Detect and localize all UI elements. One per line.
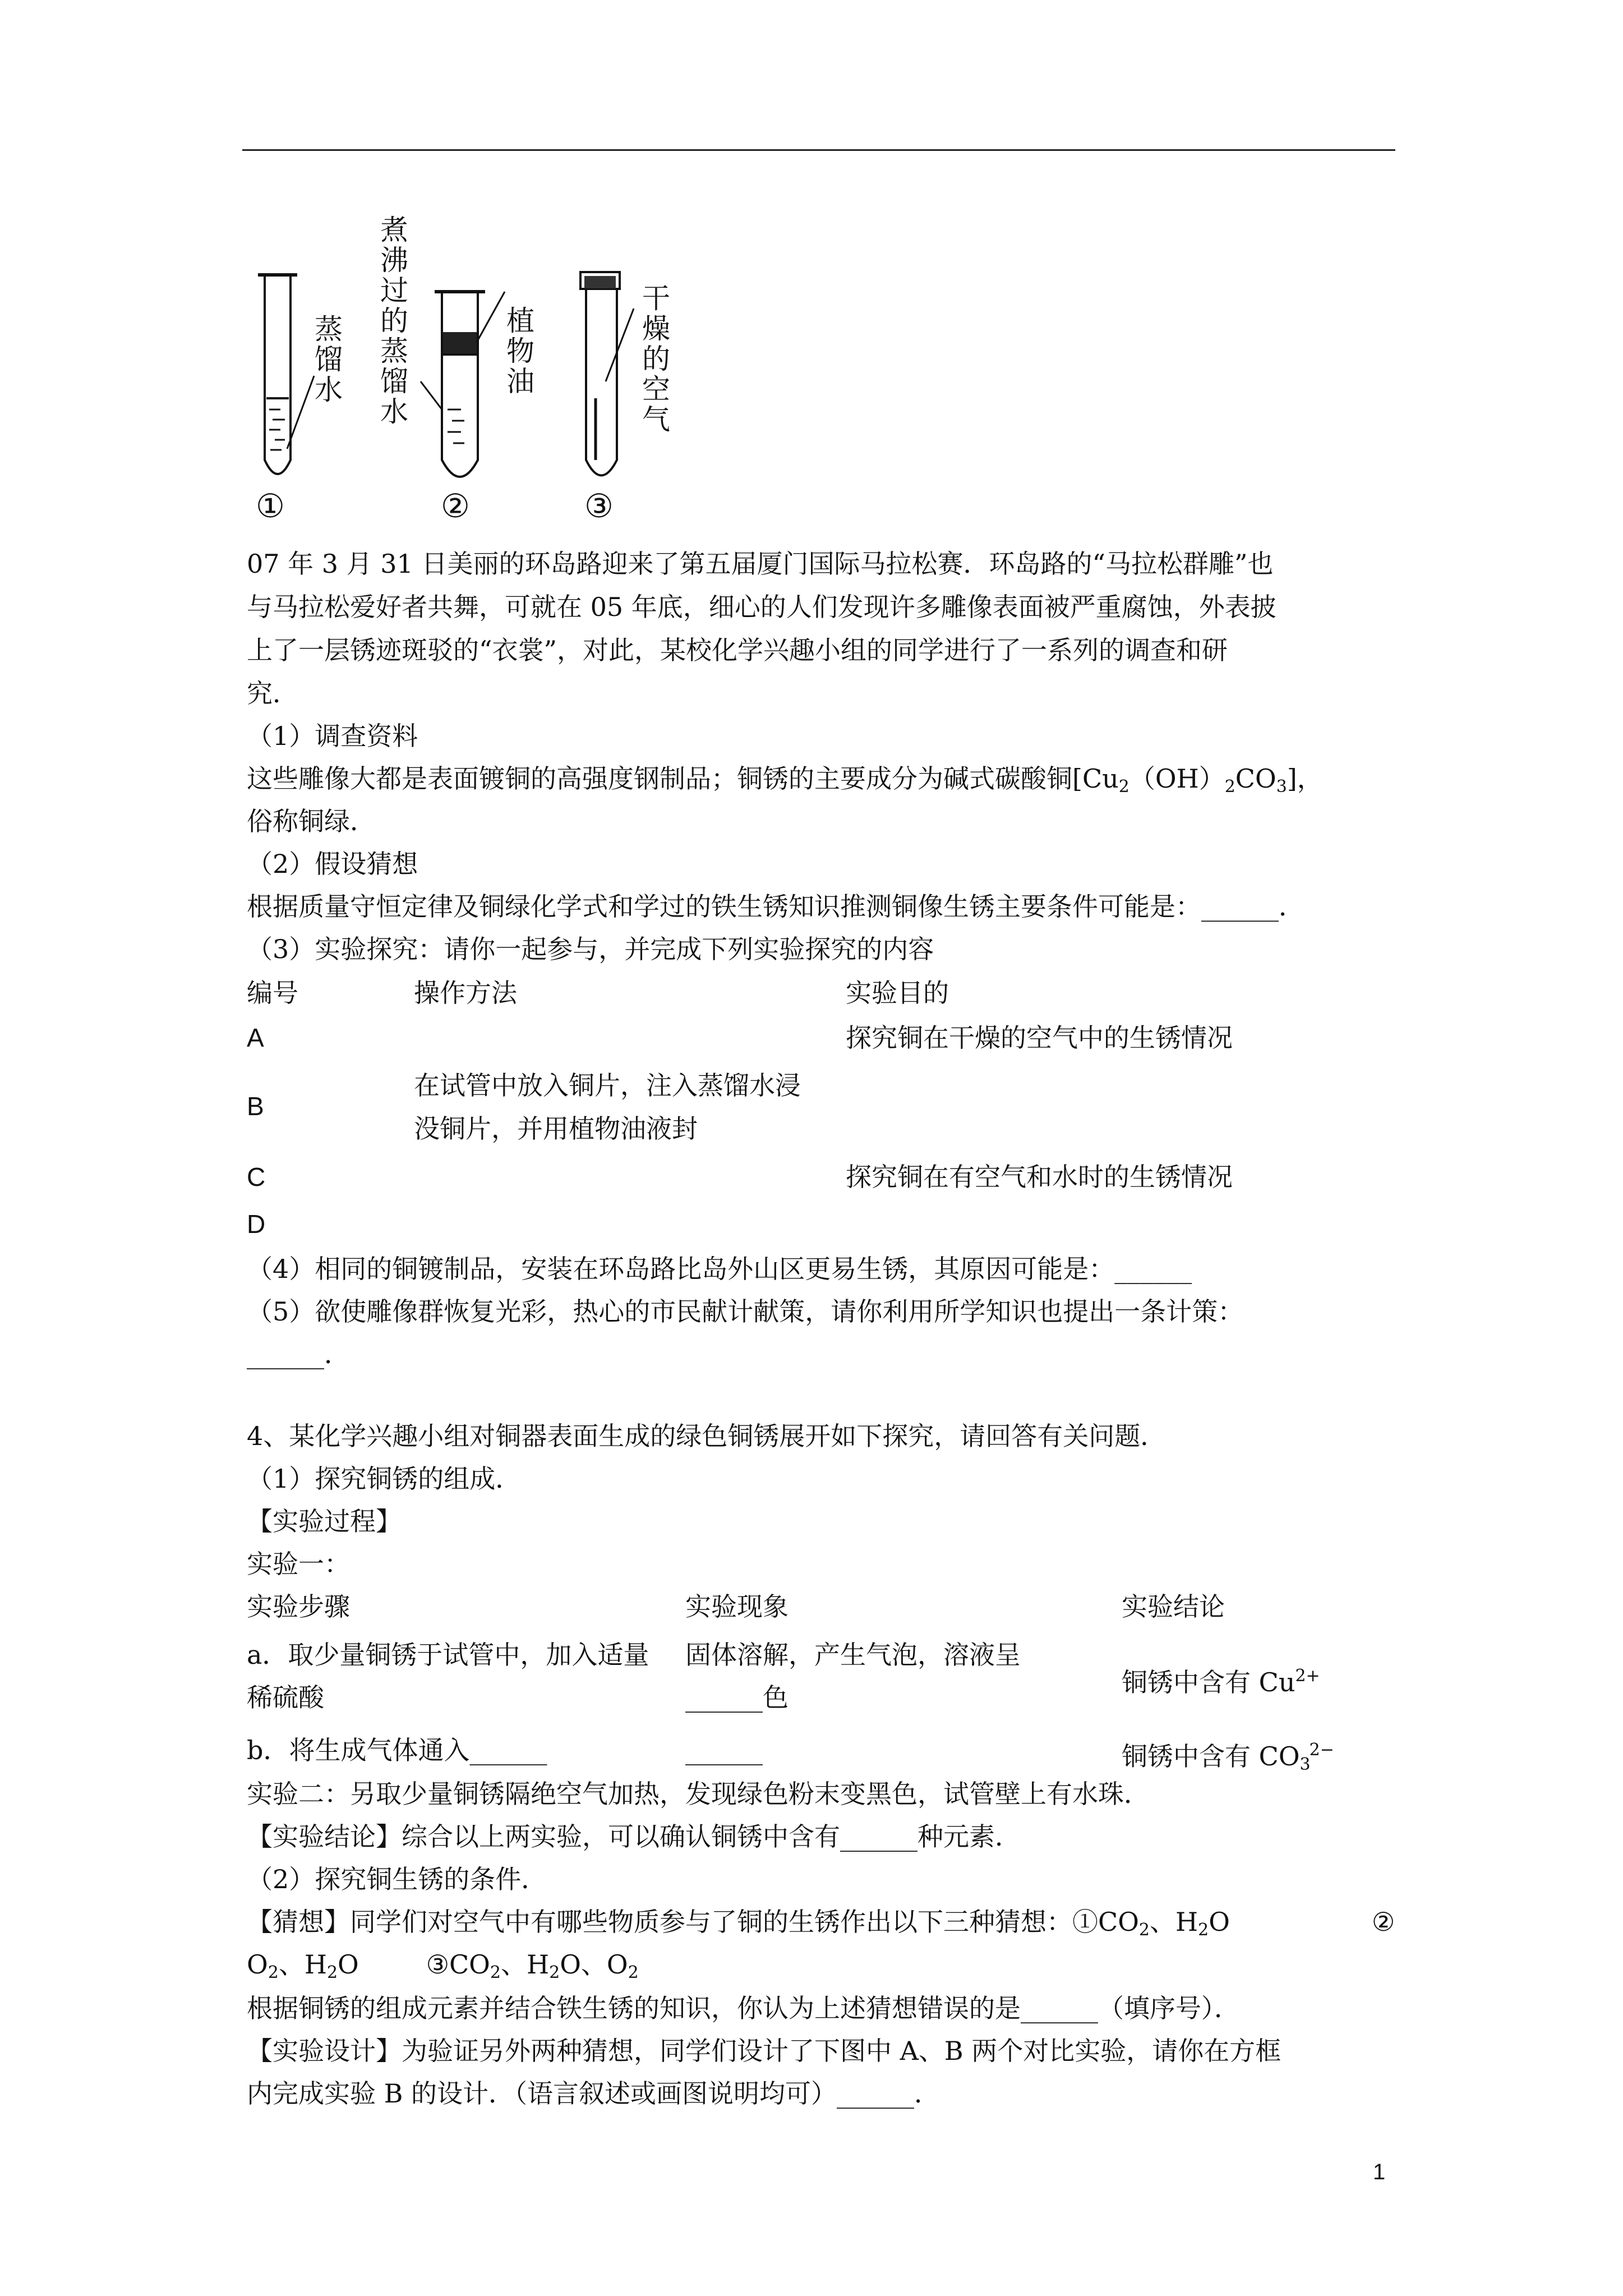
q4-row-a-step-1: a．取少量铜锈于试管中，加入适量: [247, 1640, 649, 1670]
q4-row-a-obs-2: ______色: [685, 1682, 789, 1713]
q4-row-a-obs-1: 固体溶解，产生气泡，溶液呈: [685, 1640, 1021, 1670]
q3-part1-text-2: 俗称铜绿．: [247, 806, 376, 836]
q4-row-b-concl: 铜锈中含有 $CO_3^{2-}$: [1122, 1740, 1334, 1774]
test-tube-2: [421, 292, 505, 477]
q4-guess-line-2: $O_2$、$H_2O$ $③CO_2$、$H_2O$、$O_2$: [247, 1949, 639, 1982]
tube2-number: ②: [441, 487, 470, 525]
q3-part1-title: （1）调查资料: [247, 721, 418, 751]
q4-guess-line-1: 【猜想】同学们对空气中有哪些物质参与了铜的生锈作出以下三种猜想：$①CO_2$、$H_2O$: [247, 1907, 1230, 1940]
q4-conclusion: 【实验结论】综合以上两实验，可以确认铜锈中含有______种元素．: [247, 1821, 1021, 1852]
q4-row-b-obs: ______: [685, 1735, 763, 1765]
q4-part2-title: （2）探究铜生锈的条件．: [247, 1864, 547, 1894]
page-number: 1: [1373, 2160, 1386, 2184]
q4-exp1-title: 实验一：: [247, 1549, 350, 1579]
tube1-number: ①: [256, 487, 285, 525]
q4-guess-num-2: ②: [1372, 1907, 1395, 1937]
q3-part4: （4）相同的铜镀制品，安装在环岛路比岛外山区更易生锈，其原因可能是：______: [247, 1254, 1192, 1284]
q3-intro-line-3: 上了一层锈迹斑驳的“衣裳”，对此，某校化学兴趣小组的同学进行了一系列的调查和研: [247, 635, 1228, 665]
q4-table-header-obs: 实验现象: [685, 1591, 789, 1622]
q3-row-b-id: B: [247, 1092, 264, 1121]
q3-table-header-method: 操作方法: [414, 978, 517, 1008]
q3-part3-title: （3）实验探究：请你一起参与，并完成下列实验探究的内容: [247, 934, 934, 964]
tube1-label: 蒸 馏 水: [315, 313, 343, 406]
q3-intro-line-1: 07 年 3 月 31 日美丽的环岛路迎来了第五届厦门国际马拉松赛．环岛路的“马拉松群雕”也: [247, 549, 1274, 579]
q4-exp2: 实验二：另取少量铜锈隔绝空气加热，发现绿色粉末变黑色，试管壁上有水珠．: [247, 1779, 1150, 1809]
q3-intro-line-4: 究．: [247, 678, 298, 708]
q4-judge: 根据铜锈的组成元素并结合铁生锈的知识，你认为上述猜想错误的是______（填序号）．: [247, 1993, 1240, 2023]
q3-row-d-id: D: [247, 1209, 266, 1239]
test-tube-3: [580, 272, 634, 476]
q3-part5-line-2: ______．: [247, 1339, 350, 1369]
header-rule: [242, 149, 1395, 151]
q4-design-line-1: 【实验设计】为验证另外两种猜想，同学们设计了下图中 A、B 两个对比实验，请你在方框: [247, 2036, 1281, 2066]
q3-row-c-id: C: [247, 1162, 266, 1191]
tube3-number: ③: [584, 487, 614, 525]
q3-row-b-method-1: 在试管中放入铜片，注入蒸馏水浸: [414, 1070, 801, 1101]
q3-table-header-id: 编号: [247, 978, 298, 1008]
q4-table-header-concl: 实验结论: [1122, 1591, 1225, 1622]
q4-row-b-step: b．将生成气体通入______: [247, 1735, 547, 1765]
q3-row-b-method-2: 没铜片，并用植物油液封: [414, 1114, 698, 1144]
q3-row-c-purpose: 探究铜在有空气和水时的生锈情况: [846, 1162, 1233, 1192]
q4-process-title: 【实验过程】: [247, 1506, 402, 1536]
q3-table-header-purpose: 实验目的: [846, 978, 949, 1008]
tube2-label-right: 植 物 油: [506, 305, 534, 398]
q4-row-a-concl: 铜锈中含有 $Cu^{2+}$: [1122, 1666, 1320, 1697]
q4-row-a-step-2: 稀硫酸: [247, 1682, 324, 1713]
q4-part1-title: （1）探究铜锈的组成．: [247, 1464, 522, 1494]
tube3-label: 干 燥 的 空 气: [642, 282, 670, 436]
q3-part5-line-1: （5）欲使雕像群恢复光彩，热心的市民献计献策，请你利用所学知识也提出一条计策：: [247, 1296, 1244, 1327]
q3-intro-line-2: 与马拉松爱好者共舞，可就在 05 年底，细心的人们发现许多雕像表面被严重腐蚀，外表披: [247, 592, 1276, 622]
q3-part2-text: 根据质量守恒定律及铜绿化学式和学过的铁生锈知识推测铜像生锈主要条件可能是：______．: [247, 891, 1304, 922]
q3-part1-text: 这些雕像大都是表面镀铜的高强度钢制品；铜锈的主要成分为碱式碳酸铜$[Cu_2(OH)_2CO_3]$，: [247, 763, 1323, 797]
q3-row-a-id: A: [247, 1023, 264, 1052]
q3-row-a-purpose: 探究铜在干燥的空气中的生锈情况: [846, 1023, 1233, 1053]
tube2-label-left: 煮 沸 过 的 蒸 馏 水: [380, 214, 408, 428]
q4-table-header-step: 实验步骤: [247, 1591, 350, 1622]
q4-design-line-2: 内完成实验 B 的设计．（语言叙述或画图说明均可）______．: [247, 2078, 940, 2109]
q4-title: 4、某化学兴趣小组对铜器表面生成的绿色铜锈展开如下探究，请回答有关问题．: [247, 1421, 1166, 1451]
q3-part2-title: （2）假设猜想: [247, 849, 418, 879]
test-tube-1: [258, 275, 314, 474]
